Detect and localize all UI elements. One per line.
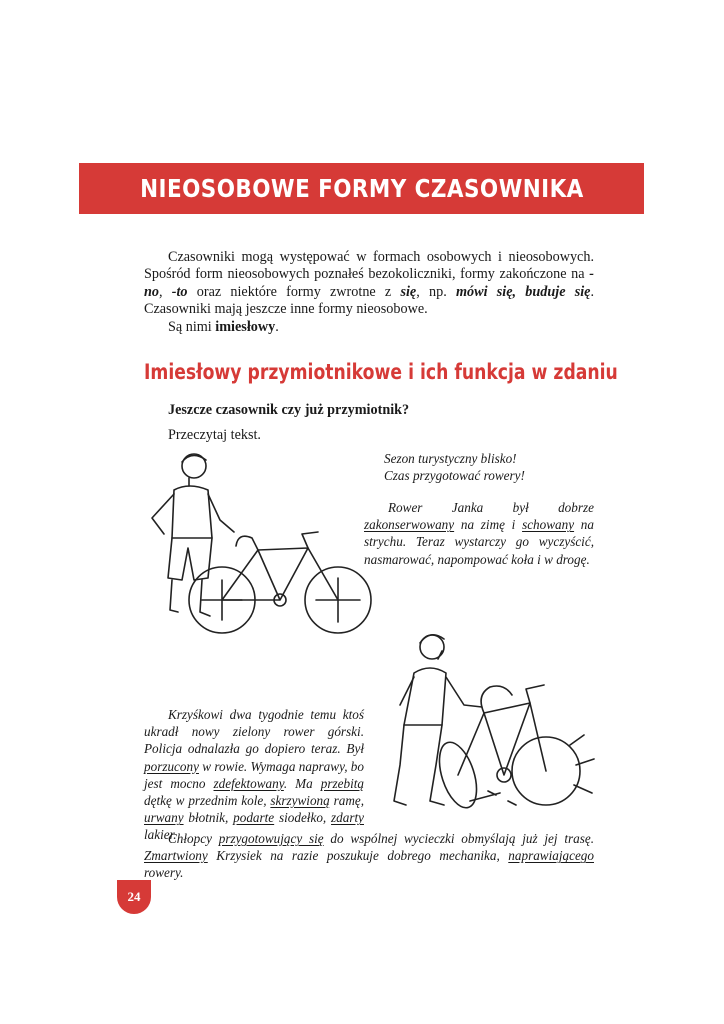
story-text: na strychu. Teraz wystarczy go wyczyścić, nasmarować, napompować koła i w drogę.	[364, 517, 594, 567]
intro-paragraph-2	[144, 319, 594, 336]
participle-underlined: schowany	[522, 517, 575, 533]
participle-underlined: podarte	[233, 810, 275, 826]
story-janek	[364, 499, 594, 568]
exercise-question: Jeszcze czasownik czy już przymiotnik?	[168, 402, 410, 418]
intro-text-span: oraz niektóre formy zwrotne z	[187, 283, 401, 300]
chapter-title-banner	[79, 163, 644, 214]
story-text: na zimę i	[454, 517, 523, 533]
exercise-instruction: Przeczytaj tekst.	[168, 427, 261, 443]
story-text: Rower Janka był dobrze	[388, 500, 594, 515]
poem	[384, 450, 525, 484]
intro-text-span: Czasowniki mogą występować w formach osobowych i nieosobowych. Spośród form nieosobowych poznałeś bezokoliczniki, formy zakończone na	[144, 249, 594, 283]
boy-with-broken-bicycle-illustration	[380, 625, 600, 815]
story-text: w rowie. Wymaga naprawy, bo jest mocno	[144, 758, 364, 791]
story-krzysiek	[144, 706, 364, 844]
closing-text: Chłopcy	[168, 831, 219, 846]
participle-underlined: zdarty	[331, 810, 364, 826]
participle-underlined: przygotowujący się	[218, 831, 324, 846]
story-text: ramę,	[329, 793, 364, 809]
participle-underlined: Zmartwiony	[144, 848, 208, 864]
participle-underlined: porzucony	[144, 758, 199, 774]
reflexive-sie: się	[400, 283, 417, 300]
suffix-no: -no	[144, 266, 594, 300]
section-title: Imiesłowy przymiotnikowe i ich funkcja w zdaniu	[144, 360, 618, 384]
boy-with-bicycle-illustration	[142, 450, 378, 636]
key-term: imiesłowy	[215, 318, 276, 335]
intro-text	[144, 249, 594, 336]
story-text: . Ma	[283, 775, 321, 791]
story-text: błotnik,	[183, 810, 234, 826]
participle-underlined: zdefektowany	[213, 775, 284, 791]
participle-underlined: przebitą	[320, 775, 364, 791]
participle-underlined: urwany	[144, 810, 184, 826]
example-forms: mówi się, buduje się	[455, 283, 591, 300]
story-text: dętkę w przednim kole,	[144, 793, 271, 809]
intro-text-span: .	[275, 318, 279, 335]
closing-paragraph	[144, 830, 594, 882]
participle-underlined: naprawiającego	[508, 848, 594, 864]
participle-underlined: zakonserwowany	[364, 517, 455, 533]
page-number-badge	[117, 880, 151, 914]
page-number: 24	[127, 889, 141, 904]
story-text: lakier.	[144, 827, 177, 843]
closing-text: rowery.	[144, 865, 184, 881]
intro-text-span: . Czasowniki mają jeszcze inne formy nieosobowe.	[144, 283, 595, 318]
suffix-to: -to	[171, 283, 188, 300]
chapter-title: NIEOSOBOWE FORMY CZASOWNIKA	[139, 174, 584, 203]
intro-text-span: ,	[158, 283, 172, 300]
closing-text: Krzysiek na razie poszukuje dobrego mechanika,	[207, 848, 509, 864]
story-text: Krzyśkowi dwa tygodnie temu ktoś ukradł nowy zielony rower górski. Policja odnalazła go dopiero teraz. Był	[144, 707, 364, 757]
intro-text-span: , np.	[416, 283, 456, 300]
intro-paragraph-1	[144, 249, 594, 319]
participle-underlined: skrzywioną	[270, 793, 330, 809]
closing-text: do wspólnej wycieczki obmyślają już jej trasę.	[323, 831, 594, 846]
poem-line: Sezon turystyczny blisko!	[384, 451, 517, 466]
intro-text-span: Są nimi	[168, 318, 216, 335]
poem-line: Czas przygotować rowery!	[384, 468, 525, 484]
story-text: siodełko,	[274, 810, 332, 826]
